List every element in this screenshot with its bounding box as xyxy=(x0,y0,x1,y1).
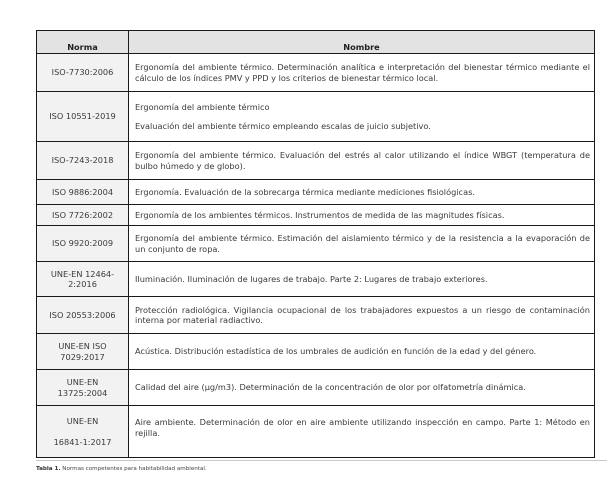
nombre-text: Ergonomía. Evaluación de la sobrecarga térmica mediante mediciones fisiológicas. xyxy=(135,186,475,197)
nombre-text: Ergonomía del ambiente térmico. Evaluación del estrés al calor utilizando el índice WBGT (temperatura de bulbo húmedo y de globo). xyxy=(135,150,590,171)
nombre-text: Ergonomía del ambiente térmico. Determinación analítica e interpretación del bienestar térmico mediante el cálculo de los índices PMV y PPD y los criterios de bienestar térmico local. xyxy=(135,62,590,83)
table-row xyxy=(37,180,595,205)
table-row xyxy=(37,92,595,142)
norma-code-line: ISO 9886:2004 xyxy=(51,186,114,197)
cell-norma xyxy=(37,92,129,142)
norma-code-line: ISO 20553:2006 xyxy=(49,309,116,320)
table-row xyxy=(37,226,595,262)
norma-code-line: ISO-7730:2006 xyxy=(51,67,114,78)
nombre-text: Ergonomía del ambiente térmico. Estimación del aislamiento térmico y de la resistencia a la evaporación de un conjunto de ropa. xyxy=(135,233,590,254)
table-row xyxy=(37,54,595,92)
nombre-text: Ergonomía del ambiente térmico xyxy=(135,102,270,112)
caption-label: Tabla 1. xyxy=(36,466,61,472)
cell-nombre xyxy=(129,226,595,262)
paragraph-gap xyxy=(135,113,590,121)
table-row xyxy=(37,142,595,180)
cell-nombre xyxy=(129,142,595,180)
table-row xyxy=(37,370,595,406)
cell-nombre xyxy=(129,334,595,370)
cell-nombre xyxy=(129,406,595,458)
cell-norma xyxy=(37,406,129,458)
norma-code-line: UNE-EN ISO xyxy=(58,341,107,351)
cell-norma xyxy=(37,262,129,297)
table-body xyxy=(37,54,595,458)
norms-table xyxy=(36,30,595,458)
cell-norma xyxy=(37,297,129,334)
cell-nombre xyxy=(129,180,595,205)
nombre-text: Aire ambiente. Determinación de olor en aire ambiente utilizando inspección en campo. Parte 1: Método en rejilla. xyxy=(135,417,590,438)
cell-norma xyxy=(37,334,129,370)
cell-nombre xyxy=(129,205,595,226)
table-row xyxy=(37,297,595,334)
norma-code-line: 16841-1:2017 xyxy=(53,437,112,447)
norma-code-line: UNE-EN 12464- xyxy=(50,268,115,279)
cell-norma xyxy=(37,54,129,92)
norma-code-line: 13725:2004 xyxy=(57,387,108,398)
cell-nombre xyxy=(129,92,595,142)
norma-code-line: ISO 10551-2019 xyxy=(49,111,116,122)
table-row xyxy=(37,406,595,458)
cell-nombre xyxy=(129,370,595,406)
cell-norma xyxy=(37,226,129,262)
table-row xyxy=(37,205,595,226)
norma-code-line: ISO-7243-2018 xyxy=(51,155,114,166)
norma-code-line: UNE-EN xyxy=(66,415,99,426)
table-row xyxy=(37,334,595,370)
cell-nombre xyxy=(129,54,595,92)
header-nombre: Nombre xyxy=(129,31,595,54)
cell-nombre xyxy=(129,297,595,334)
norma-code-line: 2:2016 xyxy=(68,279,97,289)
nombre-text: Protección radiológica. Vigilancia ocupacional de los trabajadores expuestos a un riesgo de contaminación interna por material radiactivo. xyxy=(135,304,590,325)
nombre-text: Iluminación. Iluminación de lugares de trabajo. Parte 2: Lugares de trabajo exteriores. xyxy=(135,273,488,284)
caption-text: Normas competentes para habitabilidad ambiental. xyxy=(60,466,207,472)
table-header-row xyxy=(37,31,595,54)
cell-norma xyxy=(37,370,129,406)
nombre-text: Ergonomía de los ambientes térmicos. Instrumentos de medida de las magnitudes físicas. xyxy=(135,209,505,220)
nombre-text: Acústica. Distribución estadística de los umbrales de audición en función de la edad y del género. xyxy=(135,346,537,357)
norma-code-line: UNE-EN xyxy=(66,377,99,387)
caption-divider xyxy=(36,460,607,461)
norma-code-line: ISO 7726:2002 xyxy=(51,209,114,220)
norma-code-line: ISO 9920:2009 xyxy=(51,238,114,249)
table-caption xyxy=(36,466,207,472)
cell-nombre xyxy=(129,262,595,297)
cell-norma xyxy=(37,205,129,226)
cell-norma xyxy=(37,180,129,205)
nombre-text: Evaluación del ambiente térmico empleando escalas de juicio subjetivo. xyxy=(135,120,431,131)
nombre-text: Calidad del aire (µg/m3). Determinación de la concentración de olor por olfatometría dinámica. xyxy=(135,382,526,393)
cell-norma xyxy=(37,142,129,180)
norma-code-line: 7029:2017 xyxy=(60,351,105,362)
header-norma: Norma xyxy=(37,31,129,54)
table-row xyxy=(37,262,595,297)
